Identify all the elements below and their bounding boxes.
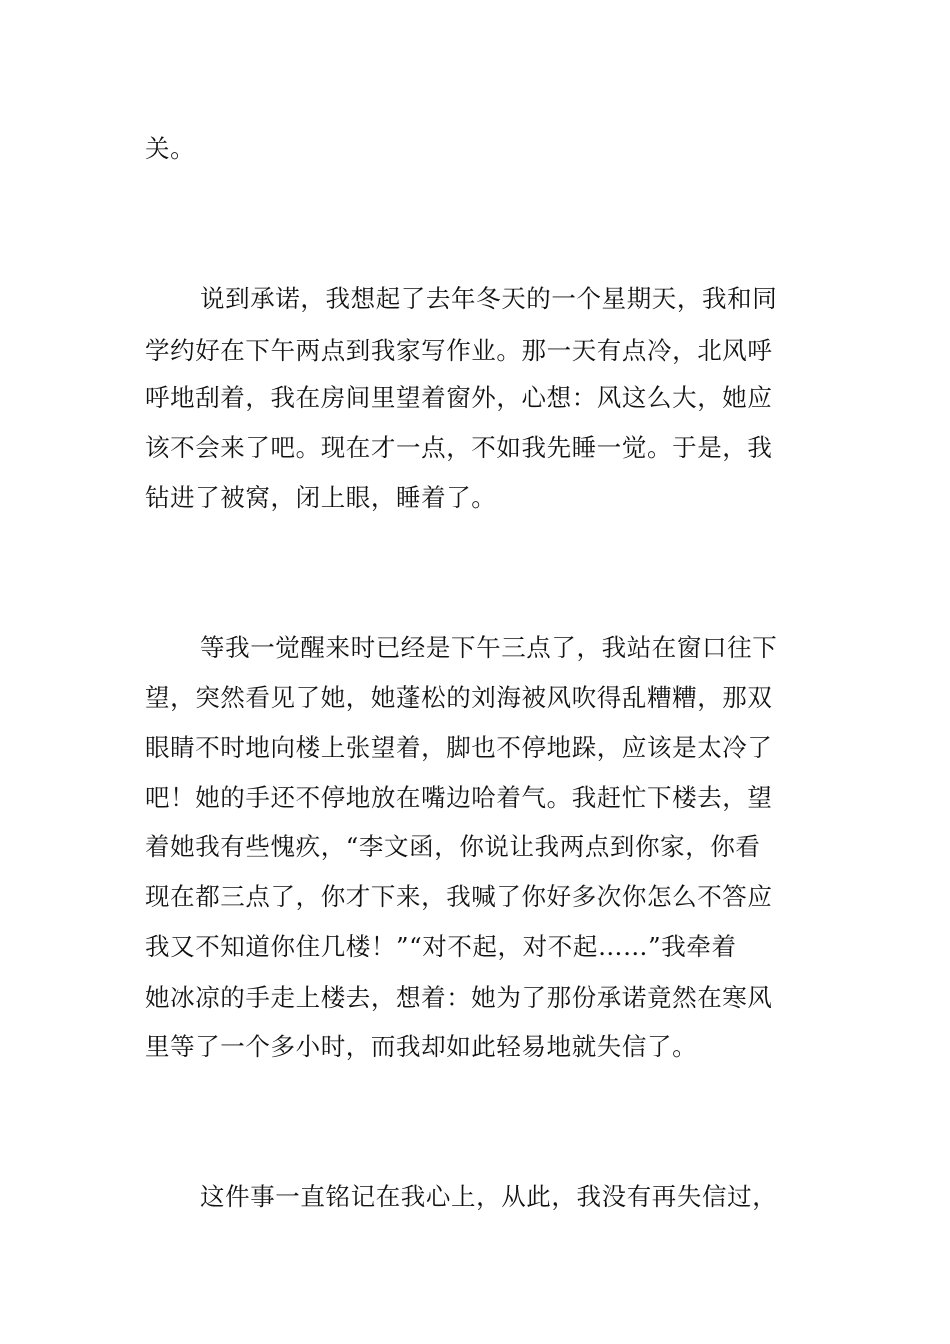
text-line: 呼地刮着，我在房间里望着窗外，心想：风这么大，她应 — [145, 383, 773, 412]
text-line: 说到承诺，我想起了去年冬天的一个星期天，我和同 — [200, 284, 778, 313]
text-line: 我又不知道你住几楼！”“对不起，对不起……”我牵着 — [145, 932, 737, 961]
text-line: 这件事一直铭记在我心上，从此，我没有再失信过， — [200, 1182, 778, 1211]
text-line: 眼睛不时地向楼上张望着，脚也不停地跺，应该是太冷了 — [145, 733, 773, 762]
text-line: 里等了一个多小时，而我却如此轻易地就失信了。 — [145, 1032, 698, 1061]
text-line: 钻进了被窝，闭上眼，睡着了。 — [145, 483, 497, 512]
text-line: 她冰凉的手走上楼去，想着：她为了那份承诺竟然在寒风 — [145, 983, 773, 1012]
text-line: 学约好在下午两点到我家写作业。那一天有点冷，北风呼 — [145, 336, 773, 365]
text-line: 吧！她的手还不停地放在嘴边哈着气。我赶忙下楼去，望 — [145, 783, 773, 812]
text-line: 等我一觉醒来时已经是下午三点了，我站在窗口往下 — [200, 633, 778, 662]
text-line: 望，突然看见了她，她蓬松的刘海被风吹得乱糟糟，那双 — [145, 683, 773, 712]
text-line: 该不会来了吧。现在才一点，不如我先睡一觉。于是，我 — [145, 433, 773, 462]
text-line: 着她我有些愧疚，“李文函，你说让我两点到你家，你看 — [145, 832, 761, 861]
text-line: 关。 — [145, 134, 196, 163]
text-line: 现在都三点了，你才下来，我喊了你好多次你怎么不答应 — [145, 882, 773, 911]
